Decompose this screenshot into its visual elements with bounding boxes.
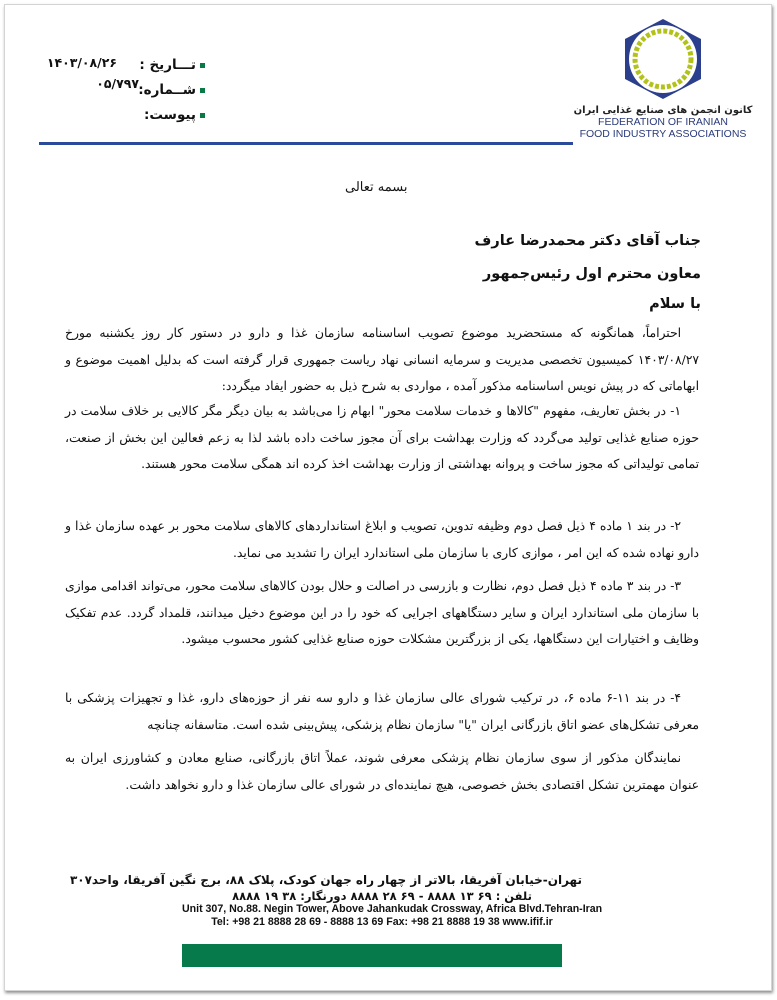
bullet-icon [200,88,205,93]
intro-paragraph: احتراماً، همانگونه که مستحضرید موضوع تصویب اساسنامه سازمان غذا و دارو در دستور کار روز یکشنبه مورخ ۱۴۰۳/۰۸/۲۷ کمیسیون تخصصی مدیریت و سرمایه انسانی نهاد ریاست جمهوری قرار گرفته است که بدلیل اهمیت موضوع و ابهاماتی که در پیش نویس اساسنامه مذکور آمده ، مواردی به شرح ذیل به حضور ایفاد میگردد: [65,326,699,393]
bismillah: بسمه تعالی [345,180,408,195]
attachment-row [45,107,205,132]
greeting: با سلام [649,296,701,312]
footer-contact-english: Tel: +98 21 8888 28 69 - 8888 13 69 Fax: +98 21 8888 19 38 www.ifif.ir [211,916,553,928]
organization-logo [565,15,761,140]
footer-address-persian: تهران-خیابان آفریقا، بالاتر از چهار راه جهان کودک، پلاک ۸۸، برج نگین آفریقا، واحد۳۰۷ [69,873,582,887]
footer-phone-persian: تلفن : ۶۹ ۱۳ ۸۸۸۸ - ۶۹ ۲۸ ۸۸۸۸ دورنگار: ۳۸ ۱۹ ۸۸۸۸ [232,889,532,903]
letterhead-footer [69,873,603,929]
number-value: ۰۵/۷۹۷ [96,76,139,91]
item-1-paragraph: ۱- در بخش تعاریف، مفهوم "کالاها و خدمات سلامت محور" ابهام زا می‌باشد به بیان دیگر مگر کالایی بر خلاف سلامت در حوزه صنایع غذایی تولید می‌گردد که وزارت بهداشت برای آن مجوز ساخت داده باشد لذا به زعم فعالین این بخش از صنعت، تمامی تولیداتی که مجوز ساخت و پروانه بهداشتی از وزارت بهداشت اخذ کرده اند همگی سلامت محور هستند. [65,404,699,471]
letter-meta [45,57,205,132]
logo-name-persian: کانون انجمن های صنایع غذایی ایران [573,105,753,116]
bullet-icon [200,113,205,118]
item-4-continuation: نمایندگان مذکور از سوی سازمان نظام پزشکی معرفی شوند، عملاً اتاق بازرگانی، صنایع معادن و کشاورزی ایران به عنوان مهمترین تشکل اقتصادی بخش خصوصی، هیچ نماینده‌ای در شورای عالی سازمان غذا و دارو نخواهد داشت. [65,751,699,792]
item-3-paragraph: ۳- در بند ۳ ماده ۴ ذیل فصل دوم، نظارت و بازرسی در اصالت و حلال بودن کالاهای سلامت محور، می‌تواند اقدامی موازی با سازمان ملی استاندارد ایران و سایر دستگاههای اجرایی که خود را در این موضوع دخیل میدانند، قلمداد گردد. عدم تفکیک وظایف و اختیارات این دستگاهها، یکی از بزرگترین مشکلات حوزه صنایع غذایی کشور محسوب میشود. [65,579,699,646]
letter-page [4,4,772,991]
header-divider [39,142,573,145]
logo-name-english-1: FEDERATION OF IRANIAN [598,116,728,128]
footer-address-english: Unit 307, No.88. Negin Tower, Above Jahankudak Crossway, Africa Blvd.Tehran-Iran [182,903,603,915]
footer-color-bar [182,944,562,967]
bullet-icon [200,63,205,68]
addressee-name: جناب آقای دکتر محمدرضا عارف [474,233,701,249]
hexagon-logo-icon [615,15,711,103]
item-4-paragraph: ۴- در بند ۱۱-۶ ماده ۶، در ترکیب شورای عالی سازمان غذا و دارو سه نفر از حوزه‌های دارو، غذا و تجهیزات پزشکی با معرفی تشکل‌های عضو اتاق بازرگانی ایران "یا" سازمان نظام پزشکی، پیش‌بینی شده است. متاسفانه چنانچه [65,691,699,732]
date-label: تـــاریخ : [139,57,205,73]
number-row [45,76,205,107]
date-value: ۱۴۰۳/۰۸/۲۶ [46,55,117,70]
attachment-label: پیوست: [144,107,205,123]
addressee-title: معاون محترم اول رئیس‌جمهور [482,266,701,282]
item-2-paragraph: ۲- در بند ۱ ماده ۴ ذیل فصل دوم وظیفه تدوین، تصویب و ابلاغ استانداردهای کالاهای سلامت محور بر عهده سازمان غذا و دارو نهاده شده که این امر ، موازی کاری با سازمان ملی استاندارد ایران را تشدید می نماید. [65,519,699,560]
number-label: شــماره: [138,82,205,98]
logo-name-english-2: FOOD INDUSTRY ASSOCIATIONS [579,128,747,140]
